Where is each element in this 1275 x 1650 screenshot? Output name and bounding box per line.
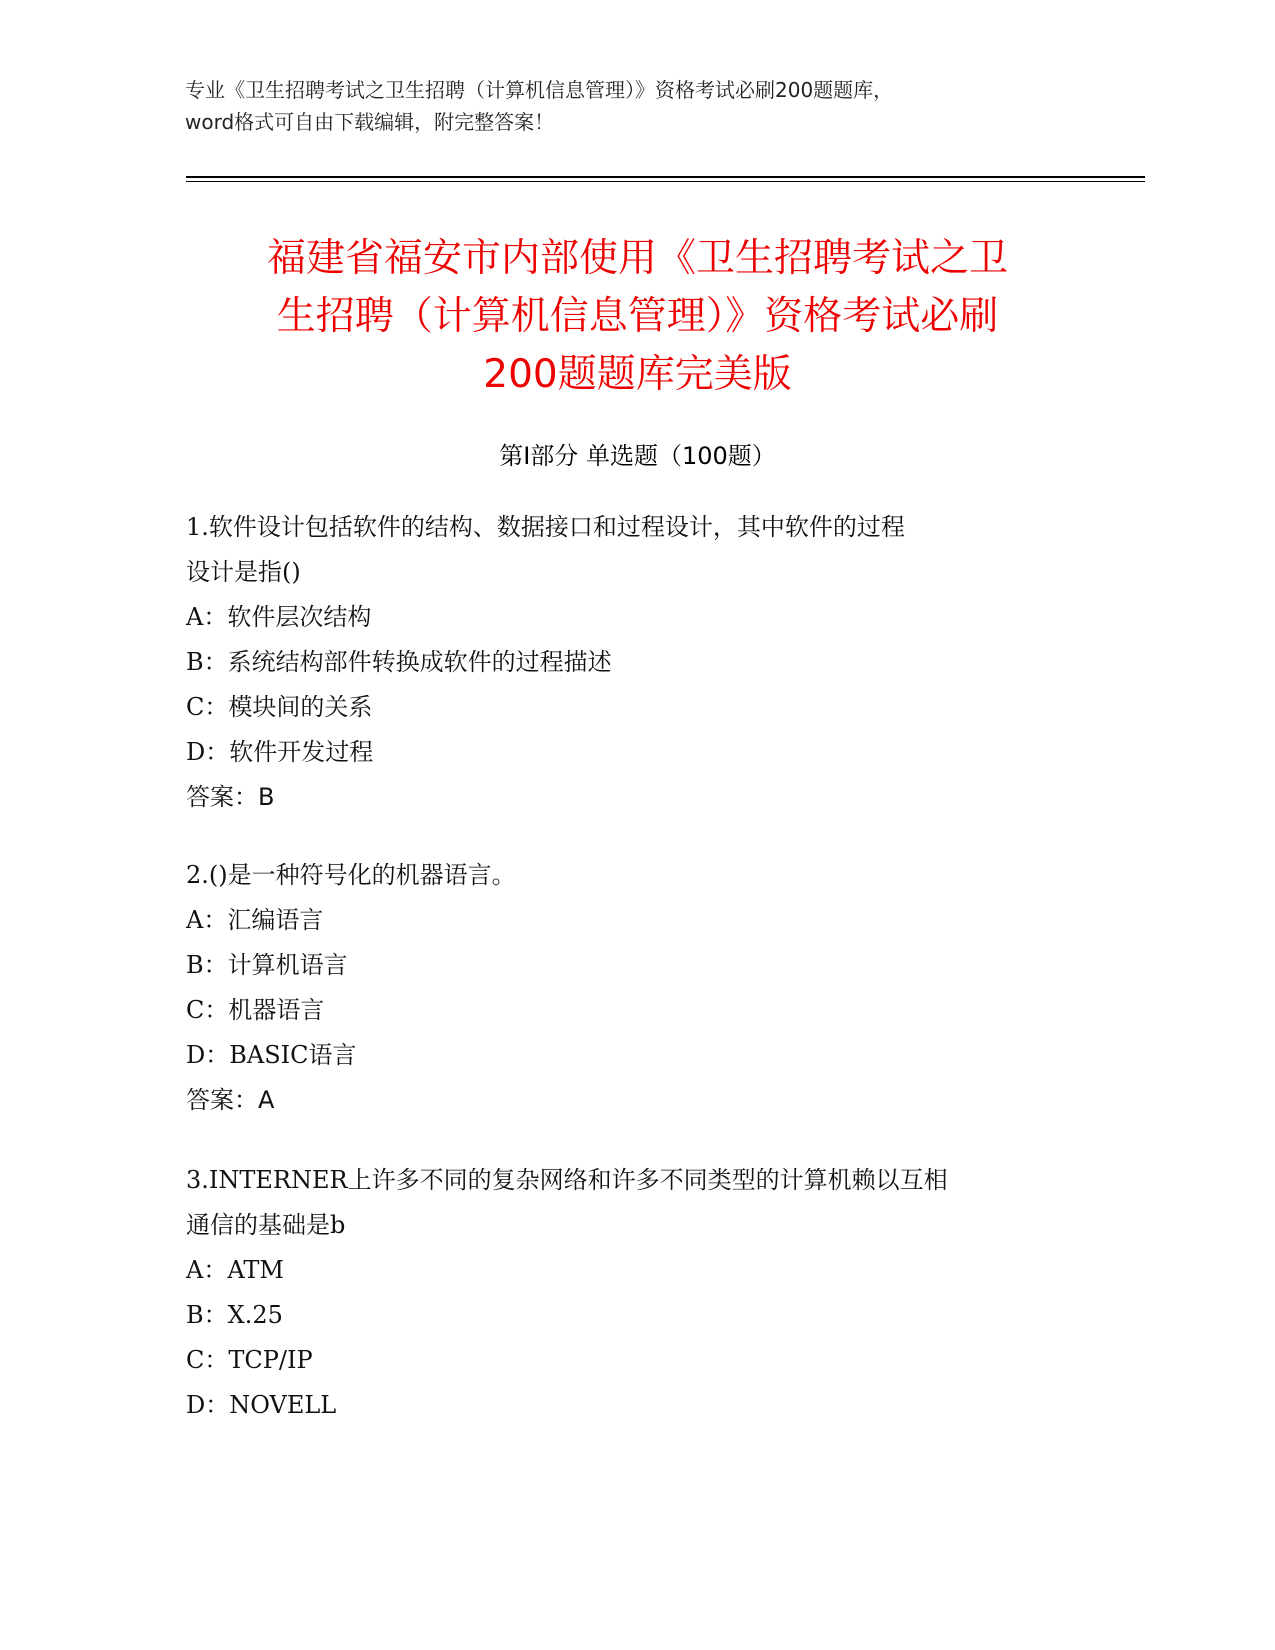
- document-title: [160, 230, 1115, 404]
- option-b: B：X.25: [186, 1301, 283, 1329]
- question-stem: [186, 853, 1086, 898]
- option-c: C：TCP/IP: [186, 1346, 313, 1374]
- answer-label: 答案：A: [186, 1086, 275, 1114]
- option-c: C：模块间的关系: [186, 693, 373, 721]
- section-heading: 第Ⅰ部分 单选题（100题）: [499, 442, 776, 470]
- option-d: D：软件开发过程: [186, 738, 374, 766]
- option-d: D：NOVELL: [186, 1391, 337, 1419]
- question-stem: [186, 1158, 1086, 1248]
- option-d: D：BASIC语言: [186, 1041, 357, 1069]
- option-a: A：汇编语言: [186, 906, 324, 934]
- option-b: B：计算机语言: [186, 951, 348, 979]
- question-stem-line: 2.()是一种符号化的机器语言。: [186, 861, 516, 889]
- option-c: C：机器语言: [186, 996, 325, 1024]
- question-3: [186, 1158, 1086, 1428]
- option-b: B：系统结构部件转换成软件的过程描述: [186, 648, 612, 676]
- question-stem-line: 3.INTERNER上许多不同的复杂网络和许多不同类型的计算机赖以互相: [186, 1166, 948, 1194]
- document-header-note: [185, 74, 1085, 138]
- question-stem-line: 1.软件设计包括软件的结构、数据接口和过程设计，其中软件的过程: [186, 513, 905, 541]
- title-line-3: 200题题库完美版: [483, 352, 792, 397]
- question-1: [186, 505, 1086, 820]
- question-2: [186, 853, 1086, 1123]
- title-line-2: 生招聘（计算机信息管理）》资格考试必刷: [276, 294, 999, 339]
- header-divider-thick: [186, 176, 1145, 178]
- header-divider-thin: [186, 181, 1145, 182]
- question-stem-line: 通信的基础是b: [186, 1211, 346, 1239]
- header-note-line-1: 专业《卫生招聘考试之卫生招聘（计算机信息管理）》资格考试必刷200题题库，: [185, 78, 894, 102]
- option-a: A：软件层次结构: [186, 603, 372, 631]
- question-stem: [186, 505, 1086, 595]
- option-a: A：ATM: [186, 1256, 284, 1284]
- answer-label: 答案：B: [186, 783, 275, 811]
- question-stem-line: 设计是指(): [186, 558, 301, 586]
- header-note-line-2: word格式可自由下载编辑，附完整答案！: [185, 110, 555, 134]
- title-line-1: 福建省福安市内部使用《卫生招聘考试之卫: [266, 236, 1008, 281]
